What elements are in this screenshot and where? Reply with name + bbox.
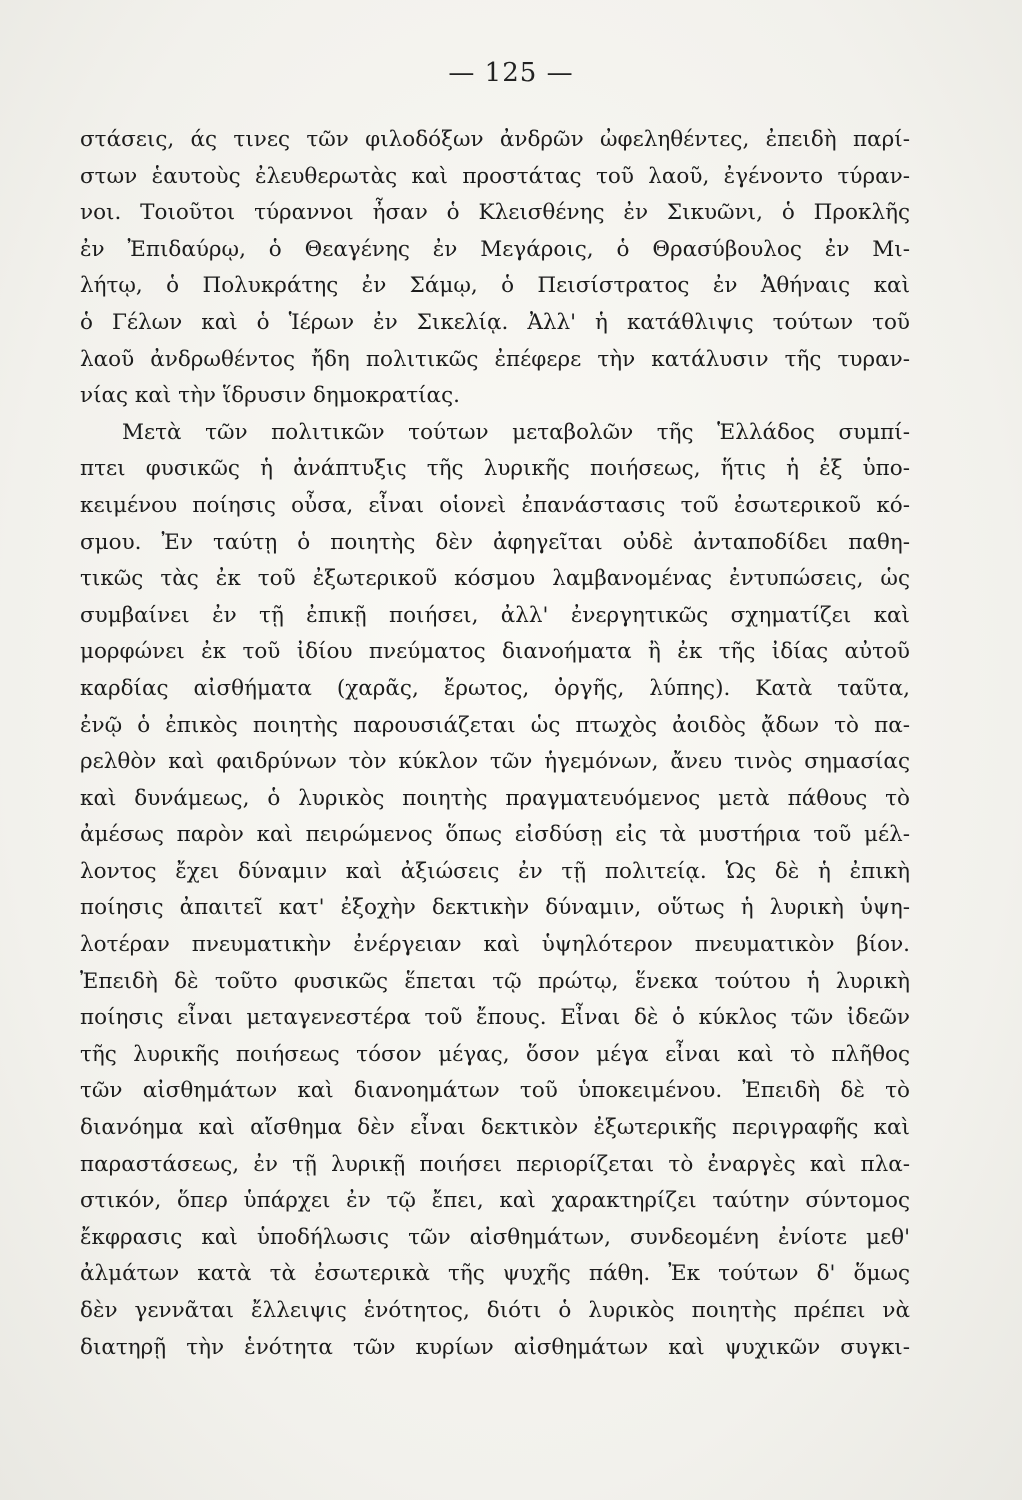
text-line: νίας καὶ τὴν ἵδρυσιν δημοκρατίας. <box>80 383 460 409</box>
text-line: ποίησις εἶναι μεταγενεστέρα τοῦ ἔπους. Εἶναι δὲ ὁ κύκλος τῶν ἰδεῶν <box>80 1005 910 1031</box>
text-line: παραστάσεως, ἐν τῇ λυρικῇ ποιήσει περιορίζεται τὸ ἐναργὲς καὶ πλα- <box>80 1151 910 1177</box>
body-text <box>80 122 910 1366</box>
page-number: — 125 — <box>448 58 574 88</box>
text-line: κειμένου ποίησις οὖσα, εἶναι οἱονεὶ ἐπανάστασις τοῦ ἐσωτερικοῦ κό- <box>80 492 910 518</box>
text-line: ἀμέσως παρὸν καὶ πειρώμενος ὅπως εἰσδύσῃ εἰς τὰ μυστήρια τοῦ μέλ- <box>80 822 910 848</box>
text-line: τικῶς τὰς ἐκ τοῦ ἐξωτερικοῦ κόσμου λαμβανομένας ἐντυπώσεις, ὡς <box>80 566 910 592</box>
text-line: πτει φυσικῶς ἡ ἀνάπτυξις τῆς λυρικῆς ποιήσεως, ἥτις ἡ ἐξ ὑπο- <box>80 456 910 482</box>
text-line: διανόημα καὶ αἴσθημα δὲν εἶναι δεκτικὸν ἐξωτερικῆς περιγραφῆς καὶ <box>80 1115 910 1141</box>
text-line: ρελθὸν καὶ φαιδρύνων τὸν κύκλον τῶν ἡγεμόνων, ἄνευ τινὸς σημασίας <box>80 749 910 775</box>
text-line: τῆς λυρικῆς ποιήσεως τόσον μέγας, ὅσον μέγα εἶναι καὶ τὸ πλῆθος <box>80 1041 910 1067</box>
text-line: ποίησις ἀπαιτεῖ κατ' ἐξοχὴν δεκτικὴν δύναμιν, οὕτως ἡ λυρικὴ ὑψη- <box>80 895 910 921</box>
text-line: στάσεις, άς τινες τῶν φιλοδόξων ἀνδρῶν ὠφεληθέντες, ἐπειδὴ παρί- <box>80 127 910 152</box>
text-line: λοτέραν πνευματικὴν ἐνέργειαν καὶ ὑψηλότερον πνευματικὸν βίον. <box>80 932 910 958</box>
text-line: καρδίας αἰσθήματα (χαρᾶς, ἔρωτος, ὀργῆς, λύπης). Κατὰ ταῦτα, <box>80 675 910 701</box>
text-line: συμβαίνει ἐν τῇ ἐπικῇ ποιήσει, ἀλλ' ἐνεργητικῶς σχηματίζει καὶ <box>80 602 910 628</box>
text-line: λοντος ἔχει δύναμιν καὶ ἀξιώσεις ἐν τῇ πολιτείᾳ. Ὡς δὲ ἡ ἐπικὴ <box>80 858 910 884</box>
text-line: τῶν αἰσθημάτων καὶ διανοημάτων τοῦ ὑποκειμένου. Ἐπειδὴ δὲ τὸ <box>80 1078 910 1104</box>
text-line: λαοῦ ἀνδρωθέντος ἤδη πολιτικῶς ἐπέφερε τὴν κατάλυσιν τῆς τυραν- <box>80 346 910 372</box>
text-line: σμου. Ἐν ταύτῃ ὁ ποιητὴς δὲν ἀφηγεῖται οὐδὲ ἀνταποδίδει παθη- <box>80 529 910 555</box>
text-line: νοι. Τοιοῦτοι τύραννοι ἦσαν ὁ Κλεισθένης ἐν Σικυῶνι, ὁ Προκλῆς <box>80 200 910 226</box>
text-line: ἀλμάτων κατὰ τὰ ἐσωτερικὰ τῆς ψυχῆς πάθη. Ἐκ τούτων δ' ὅμως <box>80 1261 910 1287</box>
text-line: καὶ δυνάμεως, ὁ λυρικὸς ποιητὴς πραγματευόμενος μετὰ πάθους τὸ <box>80 785 910 811</box>
text-line: λήτῳ, ὁ Πολυκράτης ἐν Σάμῳ, ὁ Πεισίστρατος ἐν Ἀθήναις καὶ <box>80 273 910 299</box>
text-line: μορφώνει ἐκ τοῦ ἰδίου πνεύματος διανοήματα ἢ ἐκ τῆς ἰδίας αὐτοῦ <box>80 639 910 665</box>
text-line: Ἐπειδὴ δὲ τοῦτο φυσικῶς ἕπεται τῷ πρώτῳ, ἕνεκα τούτου ἡ λυρικὴ <box>80 968 910 994</box>
text-line: ἐνῷ ὁ ἐπικὸς ποιητὴς παρουσιάζεται ὡς πτωχὸς ἀοιδὸς ᾄδων τὸ πα- <box>80 712 910 738</box>
text-line: ἔκφρασις καὶ ὑποδήλωσις τῶν αἰσθημάτων, συνδεομένη ἐνίοτε μεθ' <box>80 1224 910 1250</box>
text-line: διατηρῇ τὴν ἑνότητα τῶν κυρίων αἰσθημάτων καὶ ψυχικῶν συγκι- <box>80 1334 910 1360</box>
text-line: ἐν Ἐπιδαύρῳ, ὁ Θεαγένης ἐν Μεγάροις, ὁ Θρασύβουλος ἐν Μι- <box>80 236 910 262</box>
text-line: ὁ Γέλων καὶ ὁ Ἱέρων ἐν Σικελίᾳ. Ἀλλ' ἡ κατάθλιψις τούτων τοῦ <box>80 309 910 335</box>
text-line: Μετὰ τῶν πολιτικῶν τούτων μεταβολῶν τῆς Ἑλλάδος συμπί- <box>122 419 910 445</box>
text-line: δὲν γεννᾶται ἔλλειψις ἑνότητος, διότι ὁ λυρικὸς ποιητὴς πρέπει νὰ <box>80 1298 910 1323</box>
text-line: στων ἑαυτοὺς ἐλευθερωτὰς καὶ προστάτας τοῦ λαοῦ, ἐγένοντο τύραν- <box>80 163 910 189</box>
text-line: στικόν, ὅπερ ὑπάρχει ἐν τῷ ἔπει, καὶ χαρακτηρίζει ταύτην σύντομος <box>80 1188 910 1214</box>
